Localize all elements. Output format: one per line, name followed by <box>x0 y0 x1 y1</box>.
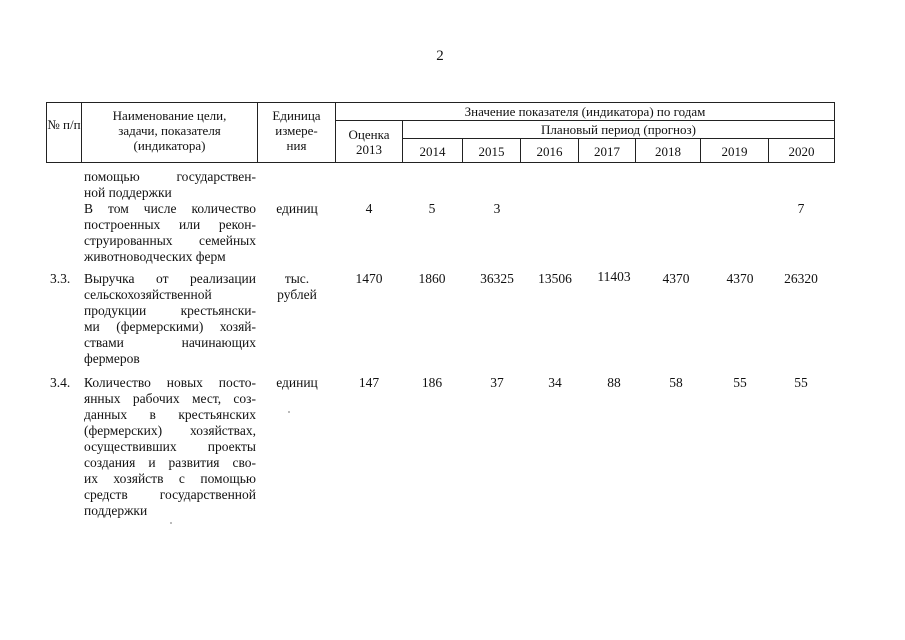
value-cell: 34 <box>548 375 562 390</box>
indicator-name-line: Выручка от реализации <box>84 271 256 286</box>
value-cell: 4370 <box>662 271 690 286</box>
indicator-name-line: ной поддержки <box>84 185 172 200</box>
header-col-values: Значение показателя (индикатора) по годам <box>335 102 835 121</box>
header-year-2016: 2016 <box>520 138 579 163</box>
value-cell: 88 <box>607 375 621 390</box>
header-year-2014: 2014 <box>402 138 463 163</box>
indicator-name-line: поддержки <box>84 503 148 518</box>
indicator-name-line: ствами начинающих <box>84 335 256 350</box>
value-cell: 1470 <box>355 271 383 286</box>
value-cell: 11403 <box>597 269 631 284</box>
header-year-2019: 2019 <box>700 138 769 163</box>
header-year-2017: 2017 <box>578 138 636 163</box>
page-number: 2 <box>436 48 444 64</box>
indicator-name-line: ми (фермерскими) хозяй- <box>84 319 256 334</box>
unit-cell: рублей <box>277 287 317 302</box>
unit-cell: единиц <box>276 201 318 216</box>
indicator-name-line: помощью государствен- <box>84 169 256 184</box>
value-cell: 1860 <box>418 271 446 286</box>
indicator-name-line: струированных семейных <box>84 233 256 248</box>
value-cell: 58 <box>669 375 683 390</box>
indicator-name-line: В том числе количество <box>84 201 256 216</box>
indicator-name-line: средств государственной <box>84 487 256 502</box>
value-cell: 5 <box>428 201 436 216</box>
indicator-name-line: построенных или рекон- <box>84 217 256 232</box>
indicator-name-line: осуществивших проекты <box>84 439 256 454</box>
indicator-name-line: продукции крестьянски- <box>84 303 256 318</box>
value-cell: 7 <box>797 201 805 216</box>
unit-cell: единиц <box>276 375 318 390</box>
header-year-2015: 2015 <box>462 138 521 163</box>
scan-speck <box>288 411 290 413</box>
header-col-number: № п/п <box>46 102 82 163</box>
header-year-2018: 2018 <box>635 138 701 163</box>
value-cell: 13506 <box>538 271 572 286</box>
value-cell: 55 <box>794 375 808 390</box>
header-col-name: Наименование цели, задачи, показателя (индикатора) <box>81 102 258 163</box>
value-cell: 4370 <box>726 271 754 286</box>
header-year-2020: 2020 <box>768 138 835 163</box>
row-number: 3.3. <box>50 271 71 286</box>
indicator-name-line: данных в крестьянских <box>84 407 256 422</box>
indicator-name-line: животноводческих ферм <box>84 249 226 264</box>
value-cell: 186 <box>421 375 443 390</box>
indicator-name-line: сельскохозяйственной <box>84 287 212 302</box>
value-cell: 26320 <box>784 271 818 286</box>
value-cell: 36325 <box>480 271 514 286</box>
indicator-name-line: фермеров <box>84 351 140 366</box>
indicator-name-line: янных рабочих мест, соз- <box>84 391 256 406</box>
header-col-estimate: Оценка 2013 <box>335 120 403 163</box>
value-cell: 147 <box>358 375 380 390</box>
indicator-name-line: создания и развития сво- <box>84 455 256 470</box>
indicator-name-line: их хозяйств с помощью <box>84 471 256 486</box>
value-cell: 55 <box>733 375 747 390</box>
value-cell: 37 <box>490 375 504 390</box>
value-cell: 3 <box>493 201 501 216</box>
value-cell: 4 <box>365 201 373 216</box>
row-number: 3.4. <box>50 375 71 390</box>
indicator-name-line: (фермерских) хозяйствах, <box>84 423 256 438</box>
indicator-name-line: Количество новых посто- <box>84 375 256 390</box>
scan-speck <box>170 522 172 524</box>
header-col-plan: Плановый период (прогноз) <box>402 120 835 139</box>
unit-cell: тыс. <box>284 271 310 286</box>
header-col-unit: Единица измере-ния <box>257 102 336 163</box>
